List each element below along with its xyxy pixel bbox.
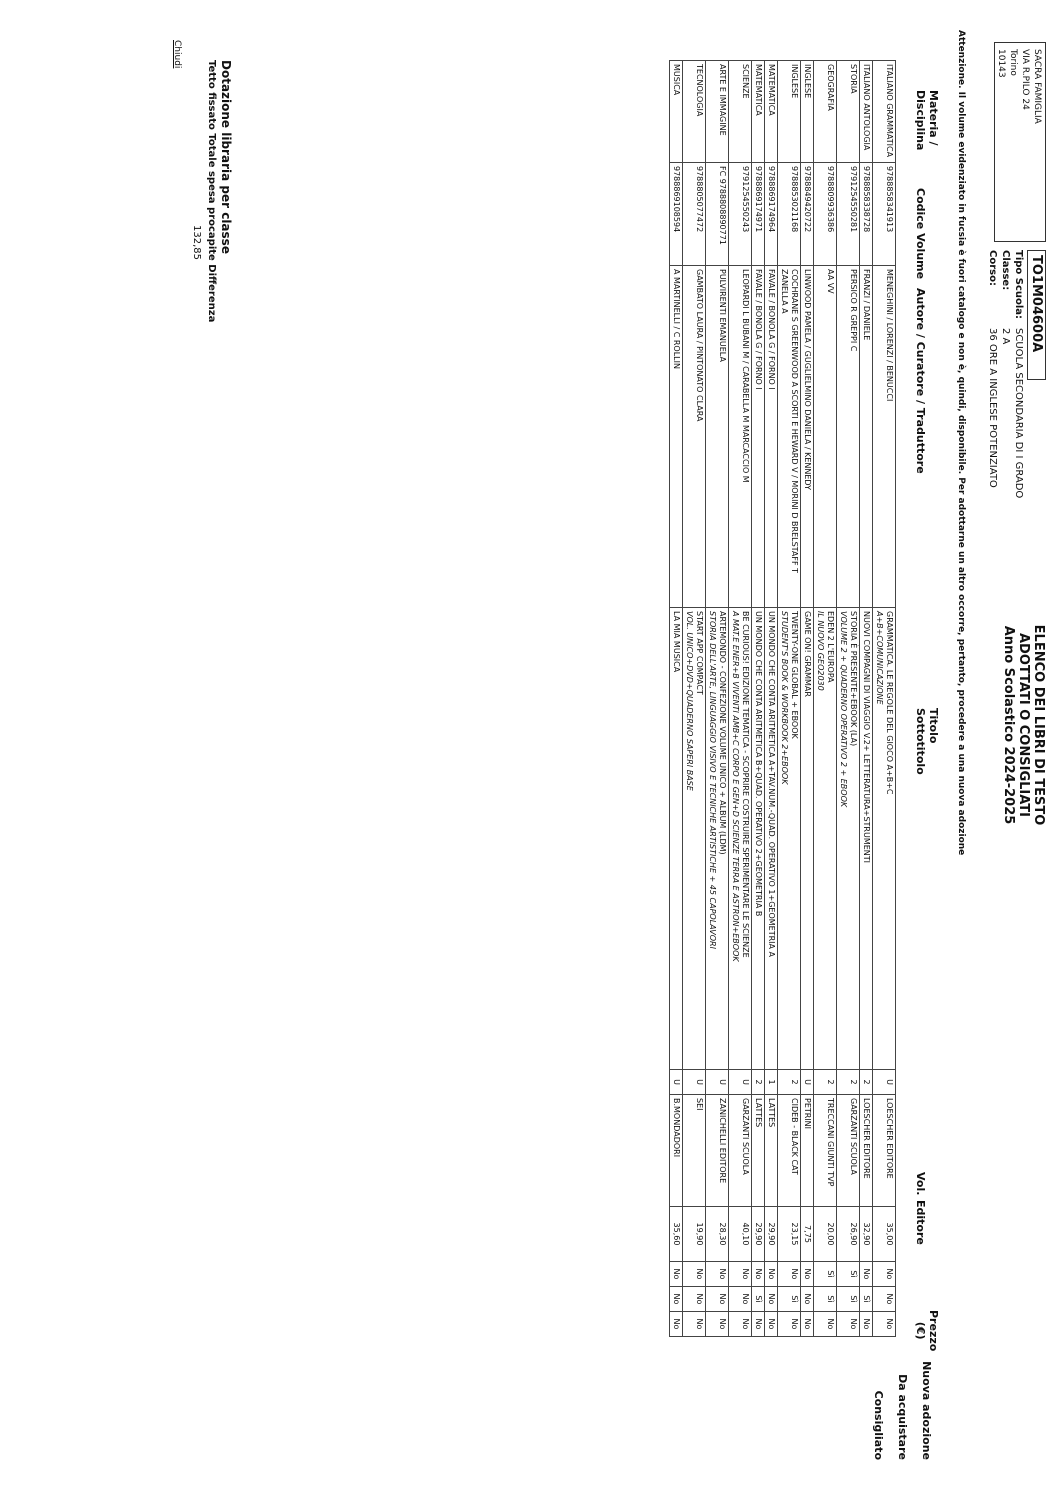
header-codice: Codice Volume (914, 188, 927, 280)
cell-materia: MATEMATICA (752, 61, 765, 163)
cell-nuova: No (683, 1262, 706, 1287)
cell-sottotitolo: STUDENT'S BOOK & WORKBOOK 2+EBOOK (780, 611, 789, 785)
cell-vol: 1 (765, 1070, 778, 1095)
cell-autore: MENEGHINI / LORENZI / BENUCCI (873, 266, 896, 608)
header-prezzo-line1: Prezzo (927, 1310, 940, 1352)
title-line-2: ADOTTATI O CONSIGLIATI (1016, 632, 1031, 817)
cell-vol: U (801, 1070, 814, 1095)
table-row (814, 61, 837, 1337)
cell-consigliato: No (683, 1312, 706, 1337)
cell-titolo-main: NUOVI COMPAGNI DI VIAGGIO V.2+ LETTERATURA+STRUMENTI (862, 611, 871, 864)
cell-titolo (778, 608, 801, 1070)
cell-sottotitolo: STORIA DELL'ARTE, LINGUAGGIO VISIVO E TECNICHE ARTISTICHE + 45 CAPOLAVORI (708, 611, 717, 949)
cell-prezzo: 7,75 (801, 1207, 814, 1262)
cell-vol: U (670, 1070, 683, 1095)
cell-titolo (837, 608, 860, 1070)
corso-label: Corso: (987, 250, 998, 286)
header-materia (914, 90, 940, 150)
cell-consigliato: No (873, 1312, 896, 1337)
cell-titolo-main: LA MIA MUSICA (672, 611, 681, 673)
cell-vol: 2 (814, 1070, 837, 1095)
cell-consigliato: No (837, 1312, 860, 1337)
table-row (860, 61, 873, 1337)
cell-autore: FAVALE / BONOLA G / FORNO I (752, 266, 765, 608)
cell-codice: 9791254550281 (837, 163, 860, 266)
tipo-label: Tipo Scuola: (1013, 250, 1024, 320)
cell-autore: A MARTINELLI / C ROLLIN (670, 266, 683, 608)
tipo-value: SCUOLA SECONDARIA DI I GRADO (1013, 328, 1024, 499)
cell-vol: U (873, 1070, 896, 1095)
cell-sottotitolo: A+B+COMUNICAZIONE (875, 611, 884, 705)
cell-materia: INGLESE (801, 61, 814, 163)
cell-autore: COCHRANE S GREENWOOD A SCORTI E HEWARD V / MORINI D BRELSTAFF T ZANELLA A (778, 266, 801, 608)
header-prezzo (914, 1310, 940, 1351)
header-materia-line1: Materia / (927, 90, 940, 146)
chiudi-link[interactable]: Chiudi (172, 40, 182, 69)
school-name: SACRA FAMIGLIA (1032, 49, 1042, 124)
cell-prezzo: 23,15 (778, 1207, 801, 1262)
title-line-3: Anno Scolastico 2024-2025 (1001, 625, 1016, 825)
header-prezzo-line2: (€) (914, 1321, 927, 1340)
cell-consigliato: No (729, 1312, 752, 1337)
cell-prezzo: 32,90 (860, 1207, 873, 1262)
cell-titolo-main: UN MONDO CHE CONTA ARITMETICA A+TAV.NUM.-QUAD. OPERATIVO 1+GEOMETRIA A (767, 611, 776, 957)
header-acquistare: Da acquistare (896, 1374, 909, 1460)
header-titolo-line1: Titolo (927, 708, 940, 744)
cell-autore: FRANZI / DANIELE (860, 266, 873, 608)
cell-titolo-main: UN MONDO CHE CONTA ARITMETICA B+QUAD. OPERATIVO 2+GEOMETRIA B (754, 611, 763, 917)
table-row (765, 61, 778, 1337)
cell-materia: GEOGRAFIA (814, 61, 837, 163)
school-box (994, 42, 1046, 242)
cell-acquistare: No (729, 1287, 752, 1312)
cell-nuova: No (778, 1262, 801, 1287)
cell-nuova: No (765, 1262, 778, 1287)
cell-materia: MUSICA (670, 61, 683, 163)
header-autore: Autore / Curatore / Traduttore (914, 288, 927, 474)
cell-codice: 9788869108594 (670, 163, 683, 266)
cell-acquistare: No (873, 1287, 896, 1312)
cell-titolo-main: STORIA È PRESENTE+EBOOK (LA) (849, 611, 858, 747)
warning-notice: Attenzione. Il volume evidenziato in fucsia è fuori catalogo e non è, quindi, disponibile. Per adottarne un altro occorre, pertanto, procedere a una nuova adozione (956, 30, 966, 856)
cell-titolo (765, 608, 778, 1070)
header-titolo-line2: Sottotitolo (914, 708, 927, 775)
cell-nuova: Sì (814, 1262, 837, 1287)
header-materia-line2: Disciplina (914, 90, 927, 151)
cell-sottotitolo: VOL. UNICO+DVD+QUADERNO SAPERI BASE (685, 611, 694, 791)
cell-nuova: No (873, 1262, 896, 1287)
cell-materia: ITALIANO ANTOLOGIA (860, 61, 873, 163)
table-row (837, 61, 860, 1337)
cell-acquistare: No (801, 1287, 814, 1312)
cell-editore: GARZANTI SCUOLA (837, 1095, 860, 1207)
cell-editore: LATTES (765, 1095, 778, 1207)
cell-vol: 2 (752, 1070, 765, 1095)
cell-titolo (873, 608, 896, 1070)
cell-vol: 2 (778, 1070, 801, 1095)
cell-codice: 9791254550243 (729, 163, 752, 266)
cell-sottotitolo: VOLUME 2 + QUADERNO OPERATIVO 2 + EBOOK (839, 611, 848, 808)
school-code: TO1M04600A (1027, 250, 1046, 380)
cell-autore: PULVIRENTI EMANUELA (706, 266, 729, 608)
header-consigliato: Consigliato (872, 1390, 885, 1460)
cell-acquistare: Sì (814, 1287, 837, 1312)
cell-prezzo: 26,90 (837, 1207, 860, 1262)
cell-codice: 9788809936386 (814, 163, 837, 266)
cell-autore: FAVALE / BONOLA G / FORNO I (765, 266, 778, 608)
cell-codice: 9788849420722 (801, 163, 814, 266)
school-cap: 10143 (996, 49, 1006, 78)
cell-titolo-main: GAME ON! GRAMMAR (803, 611, 812, 697)
cell-codice: 9788869174964 (765, 163, 778, 266)
header-vol: Vol. (914, 1172, 927, 1196)
cell-materia: TECNOLOGIA (683, 61, 706, 163)
cell-titolo-main: START APP COMPACT (695, 611, 704, 695)
page-title (1001, 425, 1046, 1025)
cell-acquistare: No (706, 1287, 729, 1312)
cell-autore: PERSICO R GREPPI C (837, 266, 860, 608)
cell-codice: 9788853021168 (778, 163, 801, 266)
cell-prezzo: 29,90 (752, 1207, 765, 1262)
header-editore: Editore (914, 1200, 927, 1245)
table-row (752, 61, 765, 1337)
table-row (670, 61, 683, 1337)
cell-materia: INGLESE (778, 61, 801, 163)
cell-nuova: No (801, 1262, 814, 1287)
flag-headers (866, 1360, 938, 1460)
cell-sottotitolo: A MAT.E ENER+B VIVENTI AMB+C CORPO E GEN+D SCIENZE TERRA E ASTRON+EBOOK (731, 611, 740, 962)
cell-editore: LOESCHER EDITORE (873, 1095, 896, 1207)
footer-totale: 132,85 (191, 225, 202, 260)
cell-consigliato: No (670, 1312, 683, 1337)
cell-vol: U (729, 1070, 752, 1095)
cell-consigliato: No (814, 1312, 837, 1337)
cell-consigliato: No (706, 1312, 729, 1337)
cell-prezzo: 35,00 (873, 1207, 896, 1262)
school-city: Torino (1008, 49, 1018, 76)
cell-codice: FC 9788808890771 (706, 163, 729, 266)
cell-titolo-main: BE CURIOUS! EDIZIONE TEMATICA - SCOPRIRE COSTRUIRE SPERIMENTARE LE SCIENZE (741, 611, 750, 958)
cell-titolo (814, 608, 837, 1070)
table-row (729, 61, 752, 1337)
cell-prezzo: 35,60 (670, 1207, 683, 1262)
cell-editore: TRECCANI GIUNTI TVP (814, 1095, 837, 1207)
cell-consigliato: No (765, 1312, 778, 1337)
cell-nuova: No (729, 1262, 752, 1287)
cell-editore: GARZANTI SCUOLA (729, 1095, 752, 1207)
books-table (669, 60, 896, 1337)
cell-autore: AA VV (814, 266, 837, 608)
cell-vol: 2 (860, 1070, 873, 1095)
cell-prezzo: 28,30 (706, 1207, 729, 1262)
cell-acquistare: No (683, 1287, 706, 1312)
cell-materia: ITALIANO GRAMMATICA (873, 61, 896, 163)
cell-editore: CIDEB - BLACK CAT (778, 1095, 801, 1207)
cell-codice: 9788869174971 (752, 163, 765, 266)
header-nuova: Nuova adozione (920, 1361, 933, 1460)
table-row (778, 61, 801, 1337)
cell-prezzo: 29,90 (765, 1207, 778, 1262)
cell-titolo-main: TWENTY-ONE GLOBAL + EBOOK (790, 611, 799, 739)
table-row (873, 61, 896, 1337)
cell-materia: SCIENZE (729, 61, 752, 163)
cell-editore: LATTES (752, 1095, 765, 1207)
table-row (683, 61, 706, 1337)
cell-prezzo: 20,00 (814, 1207, 837, 1262)
cell-materia: MATEMATICA (765, 61, 778, 163)
cell-prezzo: 19,90 (683, 1207, 706, 1262)
cell-nuova: No (860, 1262, 873, 1287)
footer-tetto: Tetto fissato Totale spesa procapite Differenza (206, 60, 217, 323)
cell-codice: 9788858338728 (860, 163, 873, 266)
header-titolo (914, 708, 940, 775)
cell-editore: ZANICHELLI EDITORE (706, 1095, 729, 1207)
cell-acquistare: Sì (837, 1287, 860, 1312)
cell-nuova: No (752, 1262, 765, 1287)
cell-materia: ARTE E IMMAGINE (706, 61, 729, 163)
cell-titolo (752, 608, 765, 1070)
cell-sottotitolo: IL NUOVO GEO2030 (816, 611, 825, 691)
cell-nuova: No (670, 1262, 683, 1287)
cell-titolo-main: EDEN 2 L'EUROPA (826, 611, 835, 683)
cell-nuova: Sì (837, 1262, 860, 1287)
cell-consigliato: No (778, 1312, 801, 1337)
cell-autore: GAMBATO LAURA / PINTONATO CLARA (683, 266, 706, 608)
cell-titolo (706, 608, 729, 1070)
school-address: VIA R.PILO 24 (1020, 49, 1030, 110)
cell-autore: LEOPARDI L BUBANI M / CARABELLA M MARCACCIO M (729, 266, 752, 608)
cell-titolo (729, 608, 752, 1070)
cell-consigliato: No (752, 1312, 765, 1337)
cell-editore: B.MONDADORI (670, 1095, 683, 1207)
cell-vol: U (683, 1070, 706, 1095)
cell-acquistare: No (670, 1287, 683, 1312)
cell-consigliato: No (860, 1312, 873, 1337)
table-row (801, 61, 814, 1337)
corso-value: 36 ORE A INGLESE POTENZIATO (987, 328, 998, 488)
table-row (706, 61, 729, 1337)
cell-codice: 9788858341913 (873, 163, 896, 266)
cell-autore: LINWOOD PAMELA / GUGLIELMINO DANIELA / KENNEDY (801, 266, 814, 608)
cell-titolo (670, 608, 683, 1070)
cell-acquistare: Sì (778, 1287, 801, 1312)
cell-titolo (801, 608, 814, 1070)
cell-acquistare: Sì (860, 1287, 873, 1312)
classe-value: 2 A (1000, 328, 1011, 345)
footer-dotazione: Dotazione libraria per classe (219, 60, 233, 254)
cell-editore: SEI (683, 1095, 706, 1207)
cell-consigliato: No (801, 1312, 814, 1337)
title-line-1: ELENCO DEI LIBRI DI TESTO (1031, 624, 1046, 826)
cell-acquistare: No (765, 1287, 778, 1312)
cell-nuova: No (706, 1262, 729, 1287)
cell-editore: LOESCHER EDITORE (860, 1095, 873, 1207)
cell-materia: STORIA (837, 61, 860, 163)
classe-label: Classe: (1000, 250, 1011, 291)
cell-prezzo: 40,10 (729, 1207, 752, 1262)
cell-titolo-main: GRAMMATICA. LE REGOLE DEL GIOCO A+B+C (885, 611, 894, 795)
cell-titolo (860, 608, 873, 1070)
cell-titolo-main: ARTEMONDO - CONFEZIONE VOLUME UNICO + ALBUM (LDM) (718, 611, 727, 855)
cell-titolo (683, 608, 706, 1070)
cell-editore: PETRINI (801, 1095, 814, 1207)
cell-codice: 9788805077472 (683, 163, 706, 266)
cell-vol: 2 (837, 1070, 860, 1095)
cell-vol: U (706, 1070, 729, 1095)
cell-acquistare: Sì (752, 1287, 765, 1312)
